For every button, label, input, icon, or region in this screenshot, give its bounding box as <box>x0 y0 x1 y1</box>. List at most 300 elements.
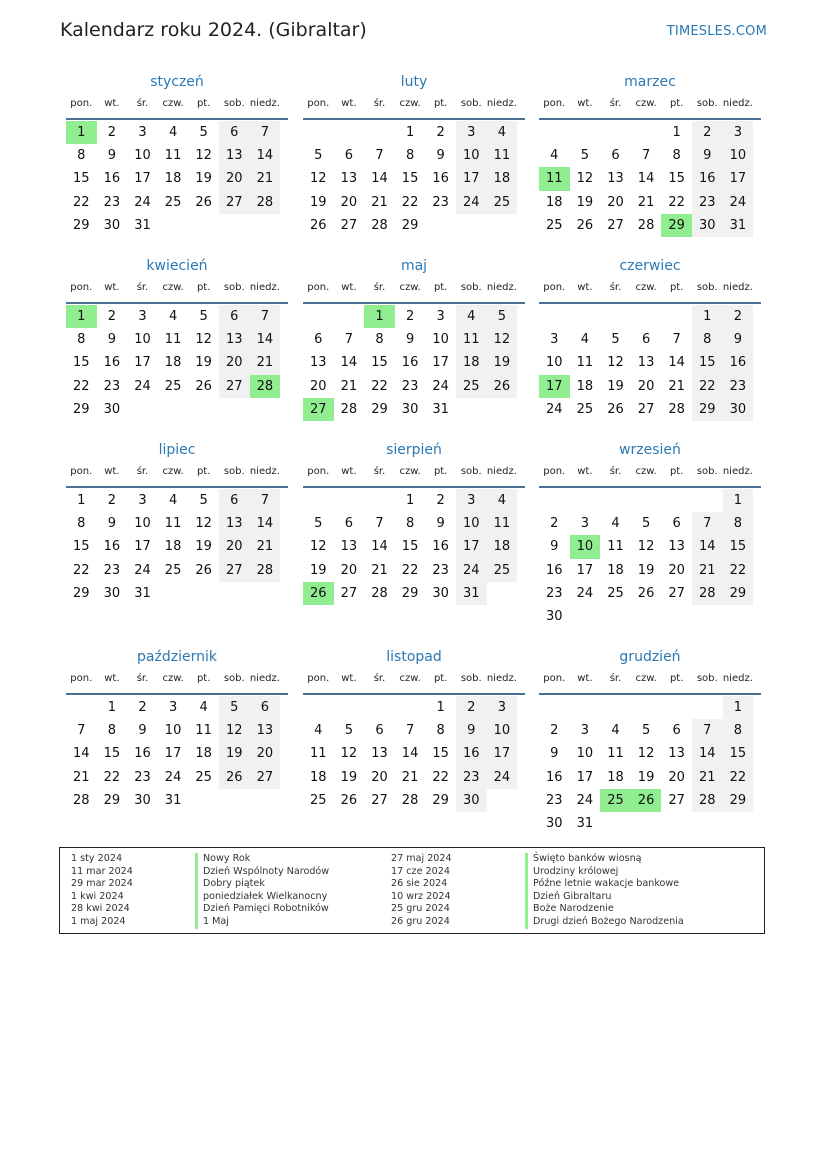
day-cell[interactable]: 5 <box>344 723 354 739</box>
day-cell[interactable]: 29 <box>103 792 121 808</box>
day-cell[interactable]: 13 <box>250 719 281 742</box>
day-cell[interactable]: 14 <box>692 535 723 558</box>
day-cell[interactable]: 20 <box>340 194 358 210</box>
day-cell[interactable]: 29 <box>73 401 90 417</box>
day-cell[interactable]: 19 <box>195 171 212 187</box>
day-cell[interactable]: 5 <box>199 309 208 324</box>
day-cell[interactable]: 15 <box>723 742 754 765</box>
brand-link[interactable]: TIMESLES.COM <box>666 24 767 39</box>
day-cell[interactable]: 5 <box>611 332 620 348</box>
day-cell[interactable]: 27 <box>340 217 358 233</box>
day-cell[interactable]: 1 <box>723 489 754 512</box>
day-cell[interactable]: 14 <box>401 746 419 762</box>
day-cell[interactable]: 4 <box>199 700 208 715</box>
day-cell[interactable]: 26 <box>195 562 212 578</box>
day-cell[interactable]: 21 <box>250 351 281 374</box>
day-cell[interactable]: 28 <box>637 217 655 233</box>
day-cell[interactable]: 25 <box>487 559 518 582</box>
day-cell[interactable]: 24 <box>456 191 487 214</box>
day-cell[interactable]: 23 <box>134 769 151 785</box>
day-cell[interactable]: 21 <box>340 378 358 394</box>
day-cell[interactable]: 15 <box>668 171 685 187</box>
day-cell[interactable]: 2 <box>107 309 117 324</box>
day-cell[interactable]: 28 <box>250 191 281 214</box>
day-cell[interactable]: 10 <box>546 355 563 371</box>
day-cell[interactable]: 15 <box>103 746 121 762</box>
day-cell[interactable]: 30 <box>103 401 121 417</box>
day-cell[interactable]: 14 <box>250 328 281 351</box>
day-cell[interactable]: 15 <box>692 351 723 374</box>
day-cell[interactable]: 23 <box>723 375 754 398</box>
day-cell[interactable]: 15 <box>73 355 90 371</box>
day-cell[interactable]: 6 <box>219 489 250 512</box>
day-cell[interactable]: 23 <box>432 562 449 578</box>
day-cell[interactable]: 18 <box>456 351 487 374</box>
day-cell[interactable]: 16 <box>432 171 449 187</box>
day-cell[interactable]: 4 <box>580 332 590 348</box>
day-cell[interactable]: 30 <box>103 217 121 233</box>
day-cell[interactable]: 6 <box>672 516 681 532</box>
day-cell[interactable]: 28 <box>250 559 281 582</box>
day-cell[interactable]: 9 <box>550 539 559 555</box>
day-cell[interactable]: 24 <box>546 401 563 417</box>
day-cell[interactable]: 9 <box>138 723 147 739</box>
day-cell[interactable]: 7 <box>692 512 723 535</box>
day-cell[interactable]: 9 <box>107 148 117 164</box>
day-cell[interactable]: 31 <box>432 401 449 417</box>
day-cell[interactable]: 16 <box>103 355 121 371</box>
day-cell[interactable]: 19 <box>340 769 358 785</box>
day-cell[interactable]: 4 <box>487 121 518 144</box>
day-cell[interactable]: 6 <box>375 723 384 739</box>
day-cell[interactable]: 11 <box>164 148 182 164</box>
day-cell[interactable]: 6 <box>250 696 281 719</box>
day-cell[interactable]: 27 <box>668 585 685 601</box>
holiday-day-cell[interactable]: 28 <box>250 375 281 398</box>
day-cell[interactable]: 11 <box>456 328 487 351</box>
day-cell[interactable]: 13 <box>607 171 624 187</box>
holiday-day-cell[interactable]: 27 <box>303 398 334 421</box>
day-cell[interactable]: 4 <box>314 723 323 739</box>
day-cell[interactable]: 17 <box>432 355 449 371</box>
day-cell[interactable]: 30 <box>546 815 563 831</box>
day-cell[interactable]: 17 <box>134 539 151 555</box>
day-cell[interactable]: 3 <box>550 332 559 348</box>
day-cell[interactable]: 8 <box>77 516 86 532</box>
day-cell[interactable]: 3 <box>138 309 147 324</box>
day-cell[interactable]: 17 <box>723 167 754 190</box>
day-cell[interactable]: 27 <box>219 559 250 582</box>
day-cell[interactable]: 9 <box>550 746 559 762</box>
day-cell[interactable]: 8 <box>436 723 445 739</box>
day-cell[interactable]: 19 <box>576 194 594 210</box>
day-cell[interactable]: 16 <box>692 167 723 190</box>
day-cell[interactable]: 19 <box>310 194 327 210</box>
day-cell[interactable]: 5 <box>641 516 651 532</box>
day-cell[interactable]: 17 <box>487 742 518 765</box>
day-cell[interactable]: 18 <box>576 378 594 394</box>
day-cell[interactable]: 11 <box>195 723 212 739</box>
day-cell[interactable]: 3 <box>168 700 178 715</box>
day-cell[interactable]: 27 <box>371 792 388 808</box>
day-cell[interactable]: 20 <box>371 769 388 785</box>
day-cell[interactable]: 14 <box>371 171 388 187</box>
day-cell[interactable]: 30 <box>103 585 121 601</box>
day-cell[interactable]: 18 <box>195 746 212 762</box>
day-cell[interactable]: 21 <box>668 378 685 394</box>
day-cell[interactable]: 24 <box>576 585 594 601</box>
day-cell[interactable]: 15 <box>432 746 449 762</box>
day-cell[interactable]: 30 <box>432 585 449 601</box>
day-cell[interactable]: 5 <box>199 125 208 140</box>
day-cell[interactable]: 28 <box>371 217 388 233</box>
day-cell[interactable]: 31 <box>134 585 151 601</box>
day-cell[interactable]: 3 <box>456 489 487 512</box>
day-cell[interactable]: 22 <box>432 769 449 785</box>
day-cell[interactable]: 18 <box>487 535 518 558</box>
day-cell[interactable]: 26 <box>340 792 358 808</box>
day-cell[interactable]: 5 <box>219 696 250 719</box>
day-cell[interactable]: 16 <box>103 171 121 187</box>
day-cell[interactable]: 20 <box>219 535 250 558</box>
day-cell[interactable]: 26 <box>219 766 250 789</box>
day-cell[interactable]: 28 <box>692 582 723 605</box>
day-cell[interactable]: 29 <box>432 792 449 808</box>
day-cell[interactable]: 24 <box>164 769 182 785</box>
day-cell[interactable]: 21 <box>250 535 281 558</box>
day-cell[interactable]: 13 <box>219 512 250 535</box>
day-cell[interactable]: 2 <box>692 121 723 144</box>
day-cell[interactable]: 10 <box>134 332 151 348</box>
day-cell[interactable]: 14 <box>250 144 281 167</box>
day-cell[interactable]: 25 <box>546 217 563 233</box>
day-cell[interactable]: 20 <box>250 742 281 765</box>
day-cell[interactable]: 22 <box>723 559 754 582</box>
day-cell[interactable]: 24 <box>487 766 518 789</box>
day-cell[interactable]: 29 <box>401 217 419 233</box>
day-cell[interactable]: 27 <box>340 585 358 601</box>
day-cell[interactable]: 11 <box>576 355 594 371</box>
day-cell[interactable]: 7 <box>375 516 384 532</box>
day-cell[interactable]: 6 <box>219 305 250 328</box>
day-cell[interactable]: 24 <box>576 792 594 808</box>
day-cell[interactable]: 25 <box>310 792 327 808</box>
day-cell[interactable]: 1 <box>107 700 117 715</box>
day-cell[interactable]: 31 <box>134 217 151 233</box>
day-cell[interactable]: 2 <box>723 305 754 328</box>
day-cell[interactable]: 6 <box>219 121 250 144</box>
day-cell[interactable]: 31 <box>576 815 594 831</box>
day-cell[interactable]: 29 <box>723 582 754 605</box>
day-cell[interactable]: 25 <box>164 562 182 578</box>
holiday-day-cell[interactable]: 25 <box>600 789 631 812</box>
day-cell[interactable]: 13 <box>340 539 358 555</box>
day-cell[interactable]: 27 <box>668 792 685 808</box>
day-cell[interactable]: 16 <box>546 769 563 785</box>
day-cell[interactable]: 1 <box>672 125 681 140</box>
day-cell[interactable]: 30 <box>692 214 723 237</box>
day-cell[interactable]: 2 <box>405 309 415 324</box>
day-cell[interactable]: 17 <box>164 746 182 762</box>
day-cell[interactable]: 22 <box>401 562 419 578</box>
day-cell[interactable]: 22 <box>371 378 388 394</box>
day-cell[interactable]: 1 <box>405 493 415 508</box>
day-cell[interactable]: 7 <box>672 332 681 348</box>
day-cell[interactable]: 19 <box>195 355 212 371</box>
day-cell[interactable]: 15 <box>723 535 754 558</box>
day-cell[interactable]: 3 <box>436 309 445 324</box>
day-cell[interactable]: 17 <box>134 171 151 187</box>
day-cell[interactable]: 7 <box>250 489 281 512</box>
day-cell[interactable]: 28 <box>73 792 90 808</box>
day-cell[interactable]: 5 <box>199 493 208 508</box>
holiday-day-cell[interactable]: 11 <box>539 167 570 190</box>
day-cell[interactable]: 9 <box>456 719 487 742</box>
day-cell[interactable]: 15 <box>73 539 90 555</box>
day-cell[interactable]: 12 <box>195 148 212 164</box>
day-cell[interactable]: 4 <box>550 148 559 164</box>
day-cell[interactable]: 19 <box>637 562 655 578</box>
day-cell[interactable]: 21 <box>73 769 90 785</box>
day-cell[interactable]: 8 <box>672 148 681 164</box>
day-cell[interactable]: 14 <box>340 355 358 371</box>
day-cell[interactable]: 20 <box>310 378 327 394</box>
day-cell[interactable]: 15 <box>73 171 90 187</box>
holiday-day-cell[interactable]: 26 <box>631 789 662 812</box>
day-cell[interactable]: 4 <box>456 305 487 328</box>
day-cell[interactable]: 4 <box>168 493 178 508</box>
day-cell[interactable]: 9 <box>436 516 445 532</box>
day-cell[interactable]: 2 <box>550 723 559 739</box>
day-cell[interactable]: 20 <box>668 562 685 578</box>
day-cell[interactable]: 7 <box>692 719 723 742</box>
day-cell[interactable]: 2 <box>550 516 559 532</box>
day-cell[interactable]: 31 <box>723 214 754 237</box>
day-cell[interactable]: 29 <box>723 789 754 812</box>
day-cell[interactable]: 30 <box>134 792 151 808</box>
day-cell[interactable]: 22 <box>73 562 90 578</box>
day-cell[interactable]: 7 <box>77 723 86 739</box>
day-cell[interactable]: 3 <box>487 696 518 719</box>
day-cell[interactable]: 6 <box>344 148 354 164</box>
day-cell[interactable]: 21 <box>371 194 388 210</box>
day-cell[interactable]: 9 <box>107 516 117 532</box>
day-cell[interactable]: 13 <box>219 328 250 351</box>
day-cell[interactable]: 2 <box>456 696 487 719</box>
day-cell[interactable]: 26 <box>195 378 212 394</box>
day-cell[interactable]: 8 <box>723 719 754 742</box>
day-cell[interactable]: 22 <box>723 766 754 789</box>
holiday-day-cell[interactable]: 1 <box>364 305 395 328</box>
day-cell[interactable]: 24 <box>723 191 754 214</box>
day-cell[interactable]: 8 <box>375 332 384 348</box>
day-cell[interactable]: 4 <box>611 723 620 739</box>
day-cell[interactable]: 18 <box>310 769 327 785</box>
day-cell[interactable]: 25 <box>487 191 518 214</box>
day-cell[interactable]: 5 <box>580 148 590 164</box>
day-cell[interactable]: 8 <box>692 328 723 351</box>
day-cell[interactable]: 31 <box>456 582 487 605</box>
day-cell[interactable]: 16 <box>103 539 121 555</box>
day-cell[interactable]: 23 <box>103 194 121 210</box>
day-cell[interactable]: 21 <box>250 167 281 190</box>
day-cell[interactable]: 11 <box>607 539 624 555</box>
day-cell[interactable]: 22 <box>668 194 685 210</box>
day-cell[interactable]: 23 <box>692 191 723 214</box>
day-cell[interactable]: 23 <box>401 378 419 394</box>
day-cell[interactable]: 4 <box>611 516 620 532</box>
day-cell[interactable]: 12 <box>637 746 655 762</box>
day-cell[interactable]: 7 <box>250 121 281 144</box>
day-cell[interactable]: 6 <box>314 332 323 348</box>
day-cell[interactable]: 19 <box>195 539 212 555</box>
day-cell[interactable]: 9 <box>436 148 445 164</box>
day-cell[interactable]: 2 <box>107 493 117 508</box>
day-cell[interactable]: 26 <box>576 217 594 233</box>
day-cell[interactable]: 21 <box>401 769 419 785</box>
day-cell[interactable]: 31 <box>164 792 182 808</box>
day-cell[interactable]: 1 <box>723 696 754 719</box>
day-cell[interactable]: 10 <box>487 719 518 742</box>
day-cell[interactable]: 28 <box>371 585 388 601</box>
day-cell[interactable]: 7 <box>375 148 384 164</box>
day-cell[interactable]: 9 <box>723 328 754 351</box>
day-cell[interactable]: 6 <box>672 723 681 739</box>
day-cell[interactable]: 20 <box>668 769 685 785</box>
day-cell[interactable]: 19 <box>637 769 655 785</box>
day-cell[interactable]: 1 <box>405 125 415 140</box>
day-cell[interactable]: 18 <box>546 194 563 210</box>
day-cell[interactable]: 23 <box>546 792 563 808</box>
day-cell[interactable]: 1 <box>77 493 86 508</box>
day-cell[interactable]: 29 <box>371 401 388 417</box>
day-cell[interactable]: 30 <box>456 789 487 812</box>
day-cell[interactable]: 18 <box>607 769 624 785</box>
day-cell[interactable]: 29 <box>73 585 90 601</box>
day-cell[interactable]: 3 <box>138 125 147 140</box>
day-cell[interactable]: 1 <box>436 700 445 715</box>
day-cell[interactable]: 17 <box>576 562 594 578</box>
day-cell[interactable]: 12 <box>576 171 594 187</box>
day-cell[interactable]: 14 <box>73 746 90 762</box>
day-cell[interactable]: 24 <box>432 378 449 394</box>
day-cell[interactable]: 4 <box>168 309 178 324</box>
holiday-day-cell[interactable]: 17 <box>539 375 570 398</box>
day-cell[interactable]: 10 <box>432 332 449 348</box>
day-cell[interactable]: 20 <box>219 167 250 190</box>
day-cell[interactable]: 10 <box>456 512 487 535</box>
day-cell[interactable]: 30 <box>723 398 754 421</box>
day-cell[interactable]: 22 <box>73 194 90 210</box>
day-cell[interactable]: 23 <box>103 378 121 394</box>
day-cell[interactable]: 23 <box>103 562 121 578</box>
day-cell[interactable]: 8 <box>77 332 86 348</box>
day-cell[interactable]: 14 <box>668 355 685 371</box>
day-cell[interactable]: 24 <box>456 559 487 582</box>
day-cell[interactable]: 13 <box>310 355 327 371</box>
day-cell[interactable]: 16 <box>723 351 754 374</box>
day-cell[interactable]: 16 <box>456 742 487 765</box>
day-cell[interactable]: 3 <box>138 493 147 508</box>
day-cell[interactable]: 29 <box>73 217 90 233</box>
day-cell[interactable]: 27 <box>637 401 655 417</box>
holiday-day-cell[interactable]: 10 <box>570 535 601 558</box>
day-cell[interactable]: 11 <box>487 512 518 535</box>
day-cell[interactable]: 15 <box>371 355 388 371</box>
day-cell[interactable]: 20 <box>219 351 250 374</box>
day-cell[interactable]: 13 <box>371 746 388 762</box>
day-cell[interactable]: 12 <box>310 171 327 187</box>
day-cell[interactable]: 28 <box>668 401 685 417</box>
day-cell[interactable]: 30 <box>401 401 419 417</box>
day-cell[interactable]: 25 <box>195 769 212 785</box>
day-cell[interactable]: 11 <box>487 144 518 167</box>
day-cell[interactable]: 18 <box>164 539 182 555</box>
day-cell[interactable]: 12 <box>195 332 212 348</box>
day-cell[interactable]: 17 <box>456 535 487 558</box>
day-cell[interactable]: 11 <box>310 746 327 762</box>
day-cell[interactable]: 19 <box>607 378 624 394</box>
day-cell[interactable]: 26 <box>195 194 212 210</box>
day-cell[interactable]: 10 <box>723 144 754 167</box>
holiday-day-cell[interactable]: 1 <box>66 121 97 144</box>
day-cell[interactable]: 21 <box>371 562 388 578</box>
day-cell[interactable]: 24 <box>134 194 151 210</box>
day-cell[interactable]: 28 <box>692 789 723 812</box>
day-cell[interactable]: 10 <box>134 148 151 164</box>
day-cell[interactable]: 12 <box>195 516 212 532</box>
day-cell[interactable]: 14 <box>692 742 723 765</box>
day-cell[interactable]: 26 <box>310 217 327 233</box>
day-cell[interactable]: 28 <box>340 401 358 417</box>
day-cell[interactable]: 6 <box>641 332 651 348</box>
day-cell[interactable]: 18 <box>607 562 624 578</box>
day-cell[interactable]: 26 <box>487 375 518 398</box>
day-cell[interactable]: 12 <box>607 355 624 371</box>
holiday-day-cell[interactable]: 29 <box>661 214 692 237</box>
day-cell[interactable]: 3 <box>723 121 754 144</box>
day-cell[interactable]: 13 <box>668 746 685 762</box>
day-cell[interactable]: 2 <box>138 700 147 715</box>
day-cell[interactable]: 27 <box>219 375 250 398</box>
day-cell[interactable]: 5 <box>314 516 323 532</box>
day-cell[interactable]: 23 <box>456 766 487 789</box>
day-cell[interactable]: 2 <box>436 125 445 140</box>
day-cell[interactable]: 16 <box>401 355 419 371</box>
day-cell[interactable]: 8 <box>405 516 415 532</box>
day-cell[interactable]: 29 <box>692 398 723 421</box>
day-cell[interactable]: 21 <box>692 559 723 582</box>
day-cell[interactable]: 30 <box>546 608 563 624</box>
day-cell[interactable]: 3 <box>580 516 590 532</box>
day-cell[interactable]: 25 <box>164 378 182 394</box>
day-cell[interactable]: 26 <box>607 401 624 417</box>
day-cell[interactable]: 22 <box>73 378 90 394</box>
day-cell[interactable]: 20 <box>607 194 624 210</box>
day-cell[interactable]: 5 <box>314 148 323 164</box>
day-cell[interactable]: 5 <box>487 305 518 328</box>
day-cell[interactable]: 4 <box>168 125 178 140</box>
day-cell[interactable]: 10 <box>576 746 594 762</box>
day-cell[interactable]: 27 <box>219 191 250 214</box>
day-cell[interactable]: 15 <box>401 539 419 555</box>
day-cell[interactable]: 9 <box>692 144 723 167</box>
day-cell[interactable]: 25 <box>607 585 624 601</box>
day-cell[interactable]: 20 <box>340 562 358 578</box>
day-cell[interactable]: 10 <box>456 144 487 167</box>
day-cell[interactable]: 8 <box>405 148 415 164</box>
day-cell[interactable]: 10 <box>164 723 182 739</box>
